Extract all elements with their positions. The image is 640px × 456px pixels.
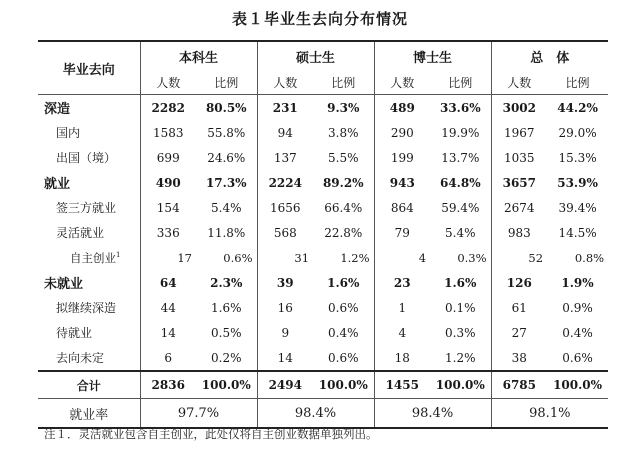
employment-rate-master: 98.4% bbox=[257, 399, 374, 429]
table-row bbox=[38, 195, 608, 220]
table-cell: 1.6% bbox=[196, 295, 257, 320]
header-count: 人数 bbox=[273, 75, 298, 90]
table-cell: 1 bbox=[398, 300, 407, 315]
table-cell: 59.4% bbox=[430, 195, 491, 220]
table-cell: 0.6% bbox=[313, 345, 374, 371]
table-cell: 137 bbox=[273, 150, 297, 165]
row-label-text: 国内 bbox=[56, 126, 81, 140]
table-cell: 1.2% bbox=[313, 245, 374, 270]
table-cell: 2224 bbox=[268, 175, 302, 190]
table-cell: 336 bbox=[156, 225, 180, 240]
table-cell: 19.9% bbox=[430, 120, 491, 145]
header-ratio: 比例 bbox=[196, 70, 257, 95]
table-cell: 5.4% bbox=[196, 195, 257, 220]
employment-rate-phd: 98.4% bbox=[374, 399, 491, 429]
table-cell: 61 bbox=[511, 300, 527, 315]
header-overall: 总 体 bbox=[491, 41, 608, 70]
table-cell: 1035 bbox=[504, 150, 535, 165]
table-cell: 14 bbox=[160, 325, 176, 340]
table-cell: 4 bbox=[418, 250, 427, 265]
row-label bbox=[38, 320, 140, 345]
row-label bbox=[38, 220, 140, 245]
table-cell: 33.6% bbox=[430, 95, 491, 121]
table-cell: 0.6% bbox=[313, 295, 374, 320]
table-cell: 943 bbox=[389, 175, 415, 190]
employment-rate-overall: 98.1% bbox=[529, 405, 571, 421]
table-row bbox=[38, 220, 608, 245]
table-cell: 23 bbox=[393, 275, 411, 290]
table-cell: 154 bbox=[156, 200, 180, 215]
table-cell: 17 bbox=[177, 250, 192, 265]
table-cell: 18 bbox=[394, 350, 410, 365]
table-cell: 3002 bbox=[502, 100, 536, 115]
table-cell: 24.6% bbox=[196, 145, 257, 170]
table-cell: 100.0% bbox=[553, 378, 603, 392]
table-cell: 0.5% bbox=[196, 320, 257, 345]
table-row bbox=[38, 95, 608, 121]
table-cell: 3657 bbox=[502, 175, 536, 190]
table-cell: 94 bbox=[277, 125, 293, 140]
table-cell: 2282 bbox=[151, 100, 185, 115]
header-ratio: 比例 bbox=[313, 70, 374, 95]
table-cell: 1583 bbox=[152, 125, 184, 140]
table-cell: 290 bbox=[390, 125, 414, 140]
table-cell: 14 bbox=[277, 350, 293, 365]
header-ratio: 比例 bbox=[565, 75, 590, 90]
table-cell: 55.8% bbox=[196, 120, 257, 145]
table-title: 表１毕业生去向分布情况 bbox=[231, 10, 408, 28]
table-row bbox=[38, 245, 608, 270]
table-cell: 9 bbox=[281, 325, 290, 340]
table-cell: 53.9% bbox=[557, 175, 598, 190]
table-cell: 15.3% bbox=[558, 150, 597, 165]
row-label-text: 自主创业 bbox=[70, 250, 116, 265]
table-cell: 3.8% bbox=[313, 120, 374, 145]
header-undergrad: 本科生 bbox=[140, 41, 257, 70]
table-cell: 1656 bbox=[269, 200, 301, 215]
header-destination: 毕业去向 bbox=[38, 41, 140, 95]
employment-rate-undergrad: 97.7% bbox=[140, 399, 257, 429]
table-cell: 39.4% bbox=[558, 200, 597, 215]
table-row bbox=[38, 345, 608, 371]
row-label-text: 签三方就业 bbox=[56, 201, 117, 215]
table-cell: 983 bbox=[507, 225, 531, 240]
header-master: 硕士生 bbox=[257, 41, 374, 70]
table-cell: 0.4% bbox=[313, 320, 374, 345]
table-cell: 2836 bbox=[151, 378, 185, 392]
table-cell: 38 bbox=[511, 350, 527, 365]
table-row bbox=[38, 320, 608, 345]
table-cell: 6785 bbox=[502, 378, 536, 392]
table-cell: 0.8% bbox=[574, 250, 605, 265]
table-cell: 0.2% bbox=[196, 345, 257, 371]
table-cell: 864 bbox=[390, 200, 414, 215]
table-cell: 52 bbox=[528, 250, 544, 265]
table-cell: 231 bbox=[272, 100, 298, 115]
table-cell: 1455 bbox=[385, 378, 419, 392]
table-cell: 64.8% bbox=[430, 170, 491, 195]
table-cell: 1.9% bbox=[561, 275, 594, 290]
table-cell: 1.2% bbox=[430, 345, 491, 371]
header-count: 人数 bbox=[156, 75, 181, 90]
table-cell: 699 bbox=[156, 150, 180, 165]
row-label-text: 未就业 bbox=[44, 277, 84, 292]
table-cell: 489 bbox=[389, 100, 415, 115]
table-cell: 29.0% bbox=[558, 125, 597, 140]
table-cell: 0.9% bbox=[562, 300, 593, 315]
row-label bbox=[38, 170, 140, 195]
row-label-text: 拟继续深造 bbox=[56, 301, 117, 315]
table-cell: 2.3% bbox=[196, 270, 257, 295]
table-cell: 100.0% bbox=[196, 371, 257, 399]
table-cell: 16 bbox=[277, 300, 293, 315]
table-cell: 0.3% bbox=[430, 320, 491, 345]
table-cell: 31 bbox=[294, 250, 310, 265]
table-cell: 2494 bbox=[268, 378, 302, 392]
row-label bbox=[38, 345, 140, 371]
table-cell: 0.1% bbox=[430, 295, 491, 320]
row-label bbox=[38, 95, 140, 121]
row-label bbox=[38, 120, 140, 145]
header-count: 人数 bbox=[390, 75, 415, 90]
table-row bbox=[38, 295, 608, 320]
table-cell: 44.2% bbox=[557, 100, 598, 115]
row-label bbox=[38, 245, 140, 270]
table-cell: 80.5% bbox=[196, 95, 257, 121]
row-label bbox=[38, 145, 140, 170]
footnote-marker: 1 bbox=[116, 250, 121, 259]
row-label bbox=[38, 295, 140, 320]
table-cell: 66.4% bbox=[313, 195, 374, 220]
distribution-table bbox=[38, 40, 608, 429]
table-cell: 5.4% bbox=[430, 220, 491, 245]
employment-rate-label: 就业率 bbox=[38, 399, 140, 429]
table-cell: 1.6% bbox=[430, 270, 491, 295]
table-cell: 11.8% bbox=[196, 220, 257, 245]
table-cell: 89.2% bbox=[313, 170, 374, 195]
table-cell: 2674 bbox=[504, 200, 535, 215]
table-cell: 17.3% bbox=[196, 170, 257, 195]
row-label bbox=[38, 270, 140, 295]
table-row bbox=[38, 270, 608, 295]
table-cell: 79 bbox=[394, 225, 410, 240]
row-label bbox=[38, 195, 140, 220]
table-cell: 0.4% bbox=[562, 325, 593, 340]
header-count: 人数 bbox=[507, 75, 532, 90]
table-cell: 4 bbox=[398, 325, 407, 340]
table-cell: 0.6% bbox=[562, 350, 593, 365]
table-row bbox=[38, 170, 608, 195]
row-label-text: 去向未定 bbox=[56, 351, 105, 365]
table-cell: 126 bbox=[506, 275, 532, 290]
row-label-text: 待就业 bbox=[56, 326, 93, 340]
table-cell: 39 bbox=[276, 275, 294, 290]
row-label-text: 就业 bbox=[44, 177, 71, 192]
table-cell: 27 bbox=[511, 325, 527, 340]
table-cell: 1.6% bbox=[313, 270, 374, 295]
table-cell: 0.6% bbox=[196, 245, 257, 270]
table-row bbox=[38, 145, 608, 170]
table-cell: 199 bbox=[390, 150, 414, 165]
footnote: 注１．灵活就业包含自主创业，此处仅将自主创业数据单独列出。 bbox=[44, 427, 378, 441]
table-cell: 44 bbox=[160, 300, 176, 315]
table-cell: 14.5% bbox=[558, 225, 597, 240]
table-cell: 100.0% bbox=[430, 371, 491, 399]
table-cell: 490 bbox=[155, 175, 181, 190]
total-label: 合计 bbox=[38, 371, 140, 399]
table-cell: 13.7% bbox=[430, 145, 491, 170]
table-cell: 6 bbox=[164, 350, 173, 365]
row-label-text: 出国（境） bbox=[56, 151, 117, 165]
row-label-text: 灵活就业 bbox=[56, 226, 105, 240]
header-ratio: 比例 bbox=[430, 70, 491, 95]
table-cell: 568 bbox=[273, 225, 297, 240]
table-cell: 64 bbox=[159, 275, 177, 290]
table-cell: 9.3% bbox=[313, 95, 374, 121]
table-cell: 0.3% bbox=[430, 245, 491, 270]
table-cell: 100.0% bbox=[313, 371, 374, 399]
table-row bbox=[38, 120, 608, 145]
table-cell: 1967 bbox=[504, 125, 535, 140]
table-cell: 5.5% bbox=[313, 145, 374, 170]
row-label-text: 深造 bbox=[44, 102, 71, 117]
header-phd: 博士生 bbox=[374, 41, 491, 70]
table-cell: 22.8% bbox=[313, 220, 374, 245]
